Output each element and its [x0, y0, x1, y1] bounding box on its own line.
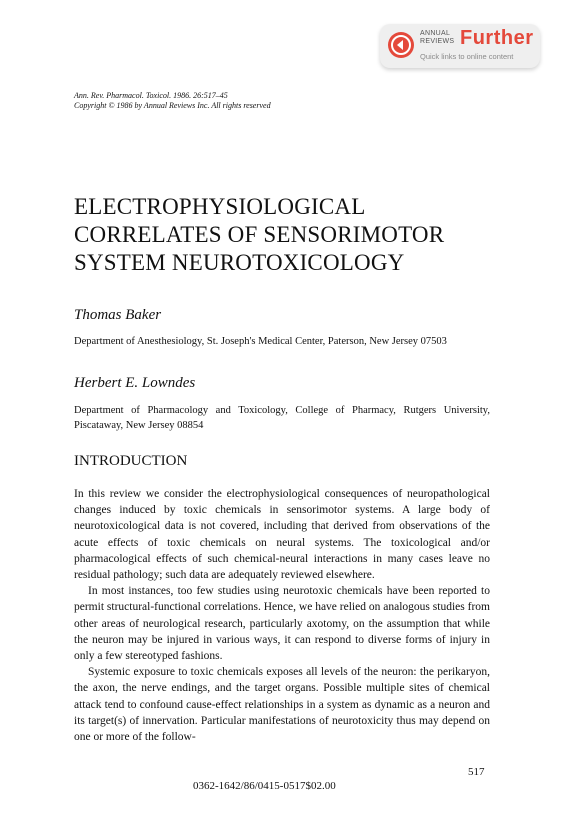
- quick-links-label: Quick links to online content: [420, 52, 514, 61]
- copyright-line: Copyright © 1986 by Annual Reviews Inc. All rights reserved: [74, 101, 271, 110]
- reviews-label: REVIEWS: [420, 38, 455, 45]
- footer-code: 0362-1642/86/0415-0517$02.00: [193, 780, 336, 792]
- annual-reviews-further-banner[interactable]: [380, 24, 540, 68]
- title-line: SYSTEM NEUROTOXICOLOGY: [74, 250, 405, 275]
- paragraph: In this review we consider the electrophysiological consequences of neuropathological changes induced by toxic chemicals in sensorimotor systems. A large body of neurotoxicological data is not covered, including that derived from observations of the acute effects of toxic chemicals on neural systems. The toxicological and/or pharmacological effects of such chemical-neural interactions in many cases leave no residual pathology; such data are adequately reviewed elsewhere.: [74, 488, 490, 582]
- author-name: Herbert E. Lowndes: [74, 375, 196, 391]
- paragraph: Systemic exposure to toxic chemicals exposes all levels of the neuron: the perikaryon, the axon, the nerve endings, and the target organs. Possible multiple sites of chemical attack tend to confound cause-effect relationships in a system as dynamic as a neuron and its target(s) of innervation. Particular manifestations of neurotoxicity thus may depend on one or more of the follow-: [74, 666, 490, 744]
- page-number: 517: [468, 766, 485, 778]
- annual-label: ANNUAL: [420, 30, 451, 37]
- further-label: Further: [460, 27, 534, 49]
- body-text: [74, 486, 490, 745]
- annual-reviews-logo-icon: [388, 32, 414, 58]
- article-title: [74, 193, 514, 277]
- author-affiliation: Department of Anesthesiology, St. Joseph's Medical Center, Paterson, New Jersey 07503: [74, 336, 447, 347]
- citation-line: Ann. Rev. Pharmacol. Toxicol. 1986. 26:517–45: [74, 91, 228, 100]
- title-line: ELECTROPHYSIOLOGICAL: [74, 194, 366, 219]
- author-affiliation: Department of Pharmacology and Toxicology, College of Pharmacy, Rutgers University, Piscataway, New Jersey 08854: [74, 405, 490, 431]
- author-name: Thomas Baker: [74, 307, 162, 323]
- section-heading: INTRODUCTION: [74, 453, 188, 469]
- paragraph: In most instances, too few studies using neurotoxic chemicals have been reported to permit structural-functional correlations. Hence, we have relied on analogous studies from other areas of neurological research, particularly axotomy, on the assumption that while the neuron may be injured in various ways, it can respond to diverse forms of injury in only a few stereotyped fashions.: [74, 585, 490, 663]
- annual-reviews-wordmark: [420, 30, 454, 46]
- journal-citation: [74, 91, 271, 111]
- title-line: CORRELATES OF SENSORIMOTOR: [74, 222, 445, 247]
